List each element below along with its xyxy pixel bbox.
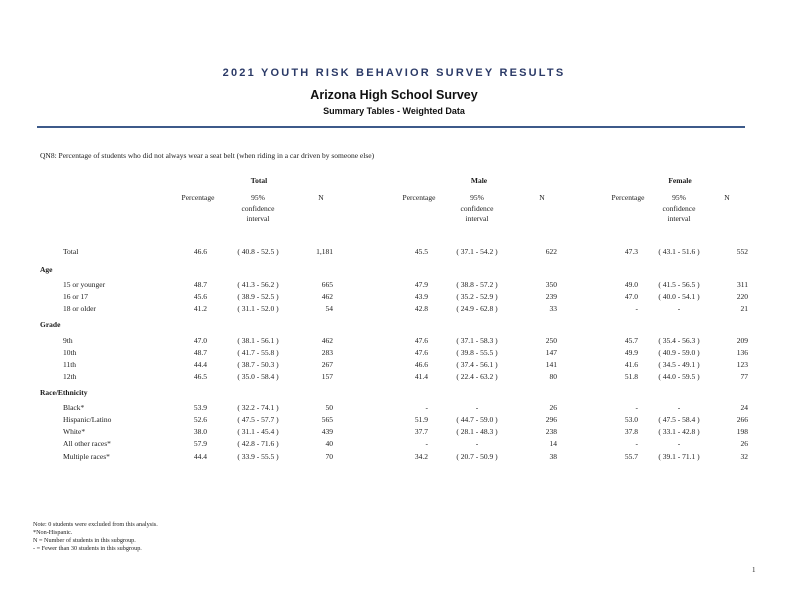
cell-percentage: - xyxy=(425,403,428,412)
col-header-n: N xyxy=(724,193,730,202)
cell-n: 136 xyxy=(736,348,748,357)
cell-percentage: 45.5 xyxy=(414,247,428,256)
row-label: 11th xyxy=(63,360,77,369)
cell-n: 54 xyxy=(325,304,333,313)
row-label: 16 or 17 xyxy=(63,292,88,301)
row-label: 12th xyxy=(63,372,77,381)
cell-confidence-interval: ( 43.1 - 51.6 ) xyxy=(658,247,700,256)
survey-title: Arizona High School Survey xyxy=(310,88,478,102)
cell-n: 70 xyxy=(325,452,333,461)
cell-n: 311 xyxy=(737,280,748,289)
row-label: 9th xyxy=(63,336,73,345)
row-label: All other races* xyxy=(63,439,111,448)
col-header-ci-line: confidence xyxy=(662,203,696,213)
cell-confidence-interval: ( 44.0 - 59.5 ) xyxy=(658,372,700,381)
col-header-ci-line: 95% xyxy=(470,193,484,202)
cell-n: 147 xyxy=(545,348,557,357)
cell-percentage: 37.7 xyxy=(414,427,428,436)
cell-percentage: 52.6 xyxy=(193,415,207,424)
group-header-female: Female xyxy=(668,176,692,185)
col-header-ci-line: confidence xyxy=(460,203,494,213)
cell-percentage: 47.6 xyxy=(414,348,428,357)
cell-n: 40 xyxy=(325,439,333,448)
footnote-line: *Non-Hispanic. xyxy=(33,529,73,536)
cell-percentage: - xyxy=(635,439,638,448)
row-label: 18 or older xyxy=(63,304,96,313)
cell-percentage: 48.7 xyxy=(193,348,207,357)
row-label: Hispanic/Latino xyxy=(63,415,112,424)
cell-confidence-interval: ( 44.7 - 59.0 ) xyxy=(456,415,498,424)
cell-confidence-interval: ( 47.5 - 58.4 ) xyxy=(658,415,700,424)
cell-confidence-interval: ( 39.8 - 55.5 ) xyxy=(456,348,498,357)
cell-n: 209 xyxy=(736,336,748,345)
cell-confidence-interval: ( 35.4 - 56.3 ) xyxy=(658,336,700,345)
cell-percentage: 41.4 xyxy=(414,372,428,381)
cell-percentage: 46.6 xyxy=(414,360,428,369)
row-label: Black* xyxy=(63,403,85,412)
cell-percentage: 41.6 xyxy=(624,360,638,369)
cell-percentage: 47.0 xyxy=(624,292,638,301)
col-header-ci-line: confidence xyxy=(241,203,275,213)
cell-n: 32 xyxy=(740,452,748,461)
row-label: 10th xyxy=(63,348,77,357)
cell-percentage: 47.9 xyxy=(414,280,428,289)
cell-n: 80 xyxy=(549,372,557,381)
col-header-percentage: Percentage xyxy=(402,193,436,202)
cell-percentage: 47.0 xyxy=(193,336,207,345)
col-header-ci-line: interval xyxy=(465,214,489,223)
cell-confidence-interval: - xyxy=(475,403,479,412)
cell-confidence-interval: ( 22.4 - 63.2 ) xyxy=(456,372,498,381)
cell-n: 250 xyxy=(545,336,557,345)
cell-n: 21 xyxy=(740,304,748,313)
cell-confidence-interval: - xyxy=(677,403,681,412)
col-header-percentage: Percentage xyxy=(181,193,215,202)
cell-n: 14 xyxy=(549,439,557,448)
cell-percentage: 46.6 xyxy=(193,247,207,256)
cell-percentage: 51.8 xyxy=(624,372,638,381)
cell-n: 462 xyxy=(321,292,333,301)
cell-confidence-interval: ( 40.0 - 54.1 ) xyxy=(658,292,700,301)
cell-n: 26 xyxy=(740,439,748,448)
cell-confidence-interval: ( 41.5 - 56.5 ) xyxy=(658,280,700,289)
cell-percentage: 38.0 xyxy=(193,427,207,436)
cell-n: 220 xyxy=(736,292,748,301)
cell-n: 239 xyxy=(545,292,557,301)
cell-percentage: 45.7 xyxy=(624,336,638,345)
report-series-title: 2021 YOUTH RISK BEHAVIOR SURVEY RESULTS xyxy=(222,67,566,79)
cell-confidence-interval: ( 39.1 - 71.1 ) xyxy=(658,452,700,461)
cell-confidence-interval: ( 35.0 - 58.4 ) xyxy=(237,372,279,381)
cell-confidence-interval: ( 20.7 - 50.9 ) xyxy=(456,452,498,461)
cell-confidence-interval: ( 41.3 - 56.2 ) xyxy=(237,280,279,289)
col-header-n: N xyxy=(318,193,324,202)
cell-n: 157 xyxy=(321,372,333,381)
cell-confidence-interval: ( 37.1 - 54.2 ) xyxy=(456,247,498,256)
cell-percentage: 34.2 xyxy=(414,452,428,461)
cell-confidence-interval: - xyxy=(677,304,681,313)
cell-confidence-interval: ( 31.1 - 45.4 ) xyxy=(237,427,279,436)
cell-confidence-interval: ( 42.8 - 71.6 ) xyxy=(237,439,279,448)
survey-subtitle: Summary Tables - Weighted Data xyxy=(323,106,465,116)
cell-confidence-interval: ( 41.7 - 55.8 ) xyxy=(237,348,279,357)
cell-n: 38 xyxy=(549,452,557,461)
row-label: 15 or younger xyxy=(63,280,106,289)
cell-percentage: 47.6 xyxy=(414,336,428,345)
cell-n: 296 xyxy=(545,415,557,424)
cell-percentage: 44.4 xyxy=(193,360,207,369)
cell-confidence-interval: - xyxy=(475,439,479,448)
section-heading: Age xyxy=(40,265,53,274)
group-header-total: Total xyxy=(250,176,268,185)
cell-confidence-interval: ( 38.1 - 56.1 ) xyxy=(237,336,279,345)
col-header-percentage: Percentage xyxy=(611,193,645,202)
cell-percentage: - xyxy=(635,304,638,313)
page-number: 1 xyxy=(752,566,756,574)
cell-percentage: 44.4 xyxy=(193,452,207,461)
cell-confidence-interval: - xyxy=(677,439,681,448)
cell-n: 123 xyxy=(736,360,748,369)
cell-n: 552 xyxy=(736,247,748,256)
cell-n: 462 xyxy=(321,336,333,345)
cell-confidence-interval: ( 37.1 - 58.3 ) xyxy=(456,336,498,345)
cell-confidence-interval: ( 31.1 - 52.0 ) xyxy=(237,304,279,313)
cell-percentage: 49.9 xyxy=(624,348,638,357)
cell-percentage: - xyxy=(425,439,428,448)
cell-n: 565 xyxy=(321,415,333,424)
cell-percentage: 55.7 xyxy=(624,452,638,461)
cell-percentage: - xyxy=(635,403,638,412)
cell-percentage: 43.9 xyxy=(414,292,428,301)
group-header-male: Male xyxy=(470,176,488,185)
cell-percentage: 45.6 xyxy=(193,292,207,301)
cell-confidence-interval: ( 38.8 - 57.2 ) xyxy=(456,280,498,289)
cell-confidence-interval: ( 47.5 - 57.7 ) xyxy=(237,415,279,424)
cell-confidence-interval: ( 32.2 - 74.1 ) xyxy=(237,403,279,412)
cell-percentage: 49.0 xyxy=(624,280,638,289)
cell-percentage: 47.3 xyxy=(624,247,638,256)
cell-n: 141 xyxy=(545,360,557,369)
cell-n: 26 xyxy=(549,403,557,412)
cell-n: 33 xyxy=(549,304,557,313)
row-label: White* xyxy=(63,427,86,436)
row-label: Multiple races* xyxy=(63,452,110,461)
section-heading: Race/Ethnicity xyxy=(40,388,88,397)
cell-n: 24 xyxy=(740,403,748,412)
cell-confidence-interval: ( 33.1 - 42.8 ) xyxy=(658,427,700,436)
question-text: QN8: Percentage of students who did not always wear a seat belt (when riding in a car driven by someone else) xyxy=(40,151,375,160)
cell-confidence-interval: ( 40.9 - 59.0 ) xyxy=(658,348,700,357)
cell-confidence-interval: ( 34.5 - 49.1 ) xyxy=(658,360,700,369)
cell-percentage: 53.9 xyxy=(193,403,207,412)
cell-percentage: 48.7 xyxy=(193,280,207,289)
cell-confidence-interval: ( 38.7 - 50.3 ) xyxy=(237,360,279,369)
footnote-line: N = Number of students in this subgroup. xyxy=(33,537,136,544)
cell-n: 238 xyxy=(545,427,557,436)
cell-confidence-interval: ( 38.9 - 52.5 ) xyxy=(237,292,279,301)
col-header-ci-line: interval xyxy=(667,214,691,223)
cell-percentage: 46.5 xyxy=(193,372,207,381)
cell-percentage: 42.8 xyxy=(414,304,428,313)
header-divider xyxy=(37,126,745,128)
cell-n: 622 xyxy=(545,247,557,256)
col-header-ci-line: interval xyxy=(246,214,270,223)
cell-n: 350 xyxy=(545,280,557,289)
footnote-line: - = Fewer than 30 students in this subgroup. xyxy=(33,545,142,552)
cell-n: 1,181 xyxy=(316,247,333,256)
cell-percentage: 53.0 xyxy=(624,415,638,424)
cell-confidence-interval: ( 35.2 - 52.9 ) xyxy=(456,292,498,301)
row-label: Total xyxy=(63,247,79,256)
footnote-line: Note: 0 students were excluded from this analysis. xyxy=(33,521,158,528)
cell-percentage: 41.2 xyxy=(193,304,207,313)
cell-n: 266 xyxy=(736,415,748,424)
cell-n: 198 xyxy=(736,427,748,436)
cell-n: 439 xyxy=(321,427,333,436)
col-header-ci-line: 95% xyxy=(672,193,686,202)
cell-n: 50 xyxy=(325,403,333,412)
cell-n: 665 xyxy=(321,280,333,289)
cell-confidence-interval: ( 24.9 - 62.8 ) xyxy=(456,304,498,313)
cell-confidence-interval: ( 28.1 - 48.3 ) xyxy=(456,427,498,436)
cell-n: 77 xyxy=(740,372,748,381)
col-header-n: N xyxy=(539,193,545,202)
cell-n: 267 xyxy=(321,360,333,369)
cell-confidence-interval: ( 40.8 - 52.5 ) xyxy=(237,247,279,256)
section-heading: Grade xyxy=(40,320,61,329)
cell-confidence-interval: ( 37.4 - 56.1 ) xyxy=(456,360,498,369)
cell-percentage: 37.8 xyxy=(624,427,638,436)
cell-confidence-interval: ( 33.9 - 55.5 ) xyxy=(237,452,279,461)
col-header-ci-line: 95% xyxy=(251,193,265,202)
cell-percentage: 51.9 xyxy=(414,415,428,424)
cell-n: 283 xyxy=(321,348,333,357)
cell-percentage: 57.9 xyxy=(193,439,207,448)
